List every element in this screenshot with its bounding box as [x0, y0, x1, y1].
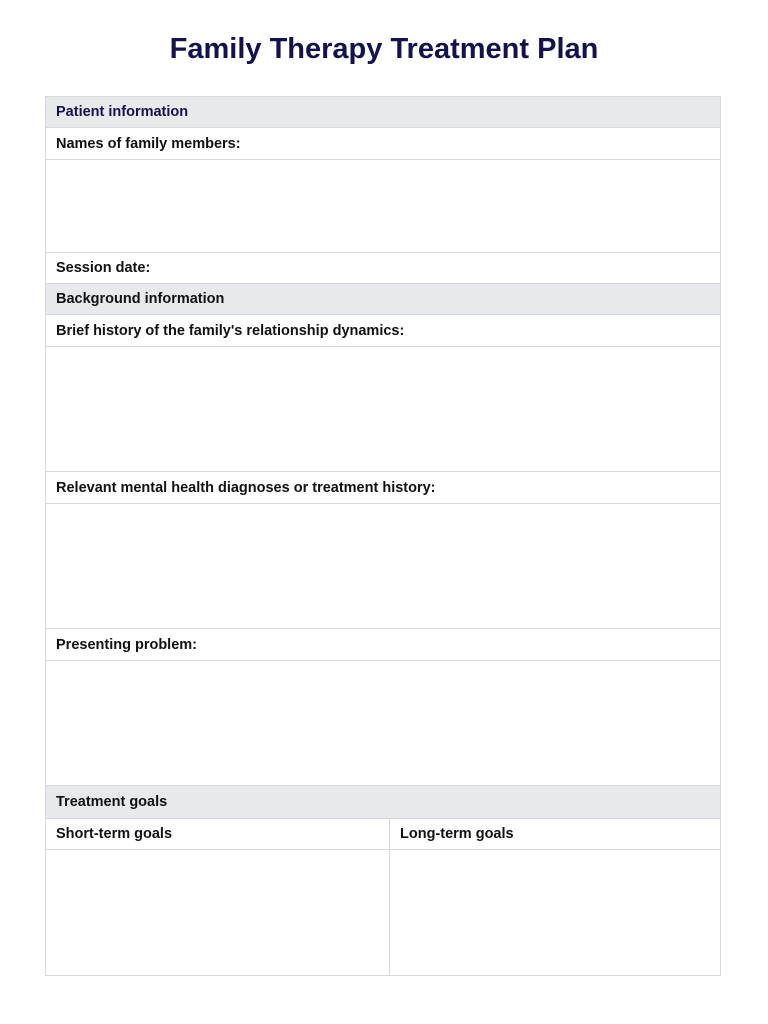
session-date-row[interactable]: [46, 253, 720, 284]
section-header-treatment-goals: Treatment goals: [46, 786, 720, 819]
relationship-history-label: Brief history of the family's relationship dynamics:: [46, 315, 720, 347]
presenting-problem-label: Presenting problem:: [46, 629, 720, 661]
diagnoses-label: Relevant mental health diagnoses or treatment history:: [46, 472, 720, 504]
long-term-goals-label: Long-term goals: [400, 826, 514, 842]
section-header-patient-information: Patient information: [46, 97, 720, 128]
treatment-plan-form: [45, 96, 721, 976]
presenting-problem-field-container: [46, 661, 720, 786]
family-members-label: Names of family members:: [46, 128, 720, 160]
relationship-history-field[interactable]: [46, 347, 720, 471]
relationship-history-field-container: [46, 347, 720, 472]
short-term-goals-field-container: [46, 850, 390, 975]
long-term-goals-field-container: [390, 850, 720, 975]
family-members-field-container: [46, 160, 720, 253]
family-members-field[interactable]: [46, 160, 720, 252]
short-term-goals-field[interactable]: [46, 850, 389, 975]
section-header-background-information: Background information: [46, 284, 720, 315]
long-term-goals-field[interactable]: [390, 850, 720, 975]
page-title: Family Therapy Treatment Plan: [169, 33, 599, 65]
diagnoses-field-container: [46, 504, 720, 629]
short-term-goals-label: Short-term goals: [46, 819, 390, 849]
diagnoses-field[interactable]: [46, 504, 720, 628]
session-date-label: Session date:: [56, 260, 151, 276]
goals-header-row: [46, 819, 720, 850]
presenting-problem-field[interactable]: [46, 661, 720, 785]
goals-fields-row: [46, 850, 720, 975]
